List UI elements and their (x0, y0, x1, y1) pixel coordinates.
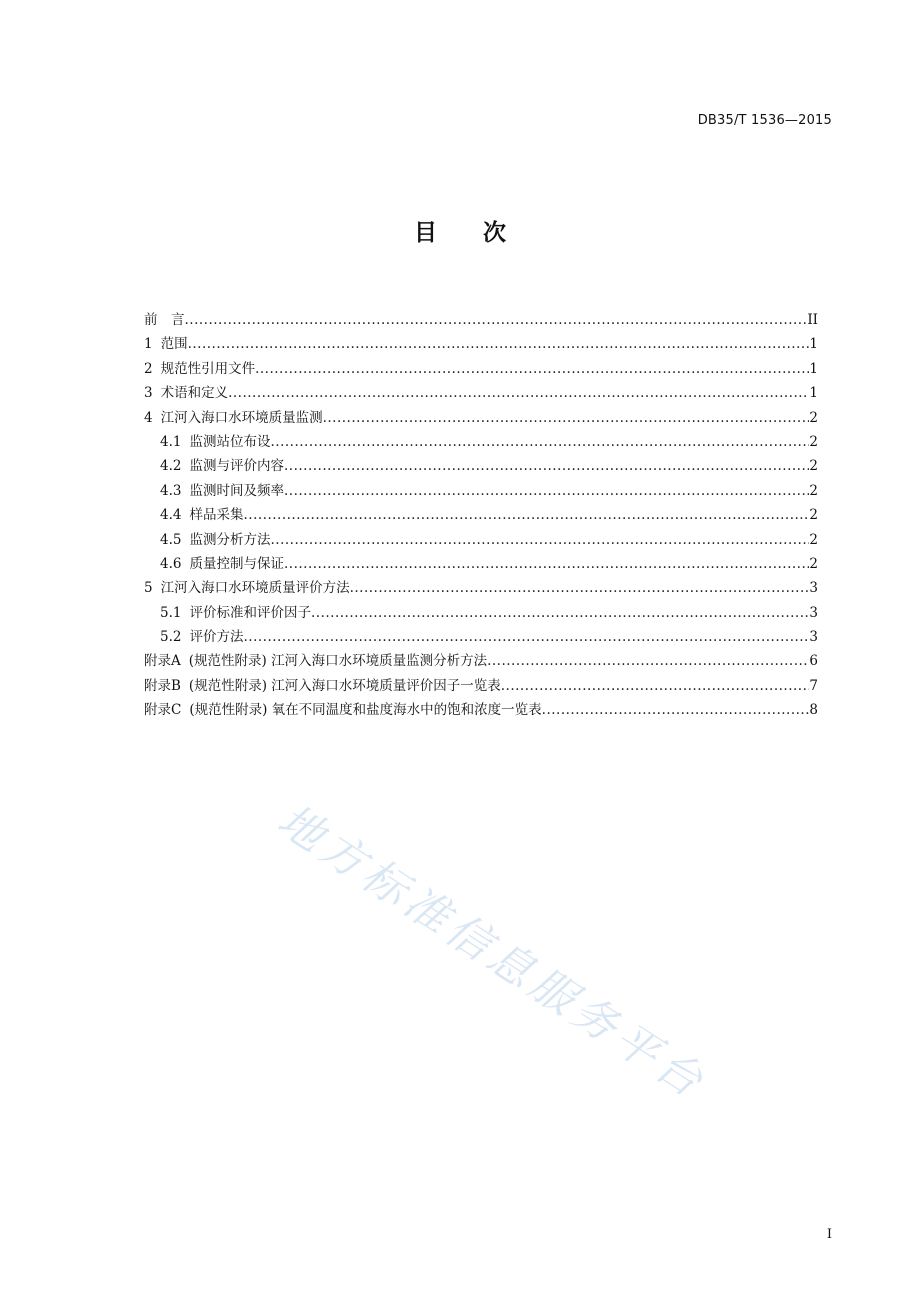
toc-entry-page: 2 (809, 531, 818, 548)
toc-entry-page: 1 (809, 360, 818, 377)
toc-leader-dots (188, 332, 810, 356)
toc-entry-number: 4.6 (160, 555, 182, 572)
toc-leader-dots (487, 649, 809, 673)
toc-entry-4-2[interactable] (144, 454, 818, 478)
toc-entry-text: 监测与评价内容 (189, 458, 284, 475)
toc-entry-number: 附录C (144, 702, 182, 719)
toc-entry-number: 2 (144, 360, 153, 377)
table-of-contents (144, 308, 818, 723)
toc-entry-5[interactable] (144, 576, 818, 600)
toc-leader-dots (542, 698, 810, 722)
toc-leader-dots (228, 381, 809, 405)
toc-entry-page: 2 (809, 507, 818, 524)
toc-entry-page: II (807, 312, 818, 328)
toc-entry-number: 3 (144, 385, 153, 402)
toc-leader-dots (501, 674, 810, 698)
toc-entry-page: 2 (809, 458, 818, 475)
toc-entry-text: (规范性附录) 江河入海口水环境质量评价因子一览表 (188, 677, 501, 694)
toc-entry-appendix-c[interactable] (144, 698, 818, 722)
toc-leader-dots (311, 601, 809, 625)
toc-entry-page: 7 (809, 677, 818, 694)
toc-entry-text: 江河入海口水环境质量监测 (160, 409, 323, 426)
toc-entry-page: 2 (809, 433, 818, 450)
toc-leader-dots (270, 528, 809, 552)
toc-entry-number: 5 (144, 580, 153, 597)
toc-entry-1[interactable] (144, 332, 818, 356)
toc-entry-number: 4.3 (160, 482, 182, 499)
page-number: I (826, 1227, 832, 1242)
toc-leader-dots (323, 406, 810, 430)
toc-entry-4-4[interactable] (144, 503, 818, 527)
toc-leader-dots (185, 308, 808, 332)
toc-entry-4-3[interactable] (144, 479, 818, 503)
toc-leader-dots (284, 552, 809, 576)
toc-entry-page: 2 (809, 482, 818, 499)
toc-entry-number: 5.1 (160, 604, 182, 621)
toc-entry-number: 4.2 (160, 458, 182, 475)
toc-entry-text: 范围 (160, 336, 188, 353)
toc-leader-dots (243, 625, 809, 649)
toc-entry-text: (规范性附录) 江河入海口水环境质量监测分析方法 (188, 653, 488, 670)
toc-entry-2[interactable] (144, 357, 818, 381)
toc-entry-page: 8 (809, 702, 818, 719)
toc-title: 目次 (414, 220, 552, 246)
toc-entry-page: 1 (809, 336, 818, 353)
watermark: 地方标准信息服务平台 (268, 794, 716, 1110)
toc-entry-number: 附录B (144, 677, 181, 694)
toc-entry-number: 5.2 (160, 629, 182, 646)
toc-leader-dots (270, 430, 809, 454)
toc-entry-5-1[interactable] (144, 601, 818, 625)
toc-entry-page: 3 (809, 629, 818, 646)
toc-entry-page: 2 (809, 409, 818, 426)
toc-entry-text: 评价方法 (189, 629, 244, 646)
toc-entry-text: 监测时间及频率 (189, 482, 284, 499)
toc-entry-page: 3 (809, 604, 818, 621)
toc-entry-text: 质量控制与保证 (189, 555, 284, 572)
toc-entry-text: 监测站位布设 (189, 433, 271, 450)
toc-entry-number: 1 (144, 336, 153, 353)
toc-entry-3[interactable] (144, 381, 818, 405)
toc-entry-page: 6 (809, 653, 818, 670)
toc-entry-number: 4.1 (160, 433, 182, 450)
toc-leader-dots (243, 503, 809, 527)
toc-entry-4-1[interactable] (144, 430, 818, 454)
toc-entry-4[interactable] (144, 406, 818, 430)
toc-entry-text: 监测分析方法 (189, 531, 271, 548)
toc-leader-dots (284, 479, 809, 503)
toc-entry-text: 评价标准和评价因子 (189, 604, 311, 621)
toc-entry-page: 1 (809, 385, 818, 402)
toc-entry-foreword[interactable] (144, 308, 818, 332)
toc-entry-number: 4.4 (160, 507, 182, 524)
toc-entry-appendix-b[interactable] (144, 674, 818, 698)
toc-entry-page: 2 (809, 555, 818, 572)
document-code: DB35/T 1536—2015 (697, 113, 832, 128)
toc-leader-dots (350, 576, 810, 600)
toc-entry-number: 附录A (144, 653, 181, 670)
toc-entry-text: (规范性附录) 氧在不同温度和盐度海水中的饱和浓度一览表 (189, 702, 542, 719)
toc-leader-dots (255, 357, 809, 381)
toc-leader-dots (284, 454, 809, 478)
toc-entry-text: 术语和定义 (160, 385, 229, 402)
toc-entry-number: 4 (144, 409, 153, 426)
toc-entry-text: 前 言 (144, 312, 185, 328)
toc-entry-5-2[interactable] (144, 625, 818, 649)
toc-entry-appendix-a[interactable] (144, 649, 818, 673)
toc-entry-4-5[interactable] (144, 528, 818, 552)
toc-entry-4-6[interactable] (144, 552, 818, 576)
toc-entry-number: 4.5 (160, 531, 182, 548)
toc-entry-text: 江河入海口水环境质量评价方法 (160, 580, 350, 597)
toc-entry-page: 3 (809, 580, 818, 597)
toc-entry-text: 规范性引用文件 (160, 360, 256, 377)
toc-entry-text: 样品采集 (189, 507, 244, 524)
